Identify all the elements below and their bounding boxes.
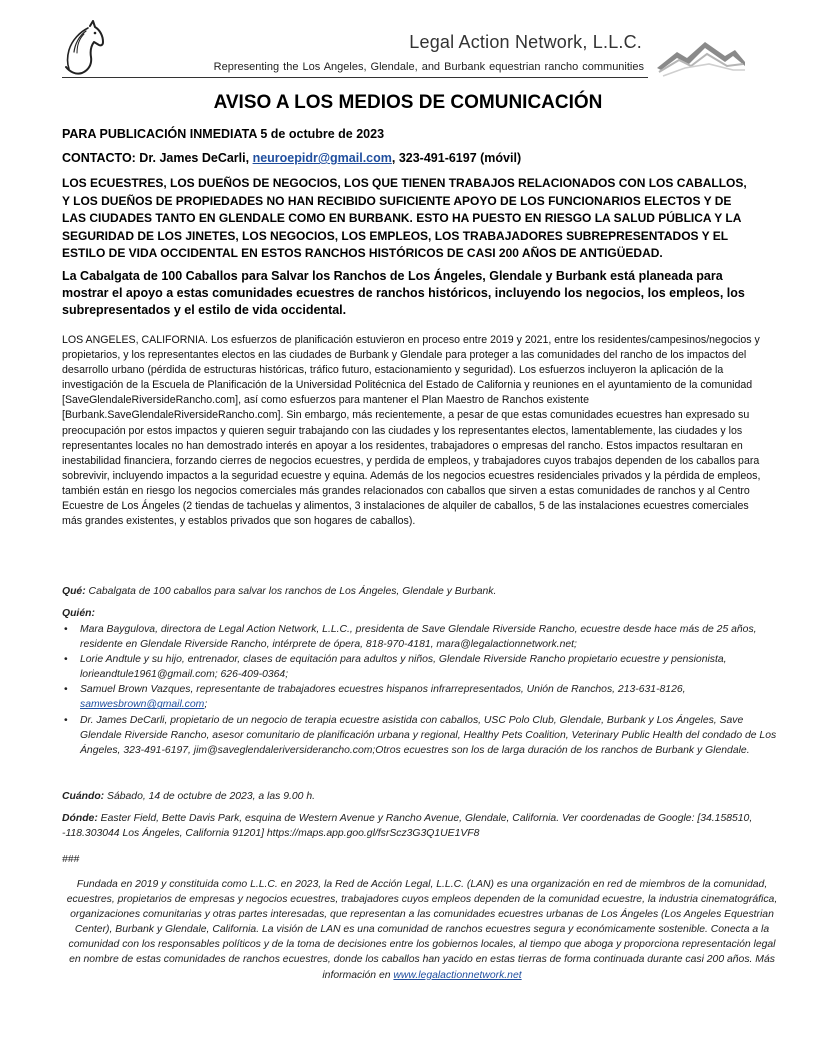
who-label-line <box>62 606 782 621</box>
about-text: Fundada en 2019 y constituida como L.L.C. en 2023, la Red de Acción Legal, L.L.C. (LAN) es una organización en red de miembros de la comunidad, ecuestres, propietarios de empresas y negocios ecuestres, trabajadores cuyos empleos dependen de la comunidad ecuestre, la industria cinematográfica, organizaciones comunitarias y otras partes interesadas, que representan a las comunidades ecuestres urbanas de Los Ángeles (Los Angeles Equestrian Center), Burbank y Glendale, California. La visión de LAN es una comunidad de ranchos ecuestres segura y económicamente sostenible. Conecta a la comunidad con los responsables políticos y de la toma de decisiones entre los gobiernos locales, al tiempo que aboga y proporciona representación legal en nombre de estas comunidades de ranchos ecuestres, donde los caballos han yacido en estas tierras de forma continuada durante casi 200 años. Más información en <box>66 879 778 981</box>
header-divider <box>62 77 648 78</box>
person-text: Lorie Andtule y su hijo, entrenador, clases de equitación para adultos y niños, Glendale Riverside Rancho propietario ecuestre y pensionista, lorieandtule1961@gmail.com; 626-409-0364; <box>80 654 727 681</box>
list-item <box>62 652 784 682</box>
when-text: Sábado, 14 de octubre de 2023, a las 9.00 h. <box>104 791 316 802</box>
when-line <box>62 789 782 804</box>
document-title: AVISO A LOS MEDIOS DE COMUNICACIÓN <box>213 92 603 113</box>
person-text: Dr. James DeCarli, propietario de un negocio de terapia ecuestre asistida con caballos, USC Polo Club, Glendale, Burbank y Los Ángeles, Save Glendale Riverside Rancho, asesor comunitario de planificación urbana y regional, Healthy Pets Coalition, Veterinary Public Health del condado de Los Ángeles, 323-491-6197, jim@saveglendaleriversiderancho.com;Otros ecuestres son los de larga duración de los ranchos de Burbank y Glendale. <box>80 714 777 756</box>
headline: LOS ECUESTRES, LOS DUEÑOS DE NEGOCIOS, LOS QUE TIENEN TRABAJOS RELACIONADOS CON LOS CABALLOS, Y LOS DUEÑOS DE PROPIEDADES NO HAN RECIBIDO SUFICIENTE APOYO DE LOS FUNCIONARIOS ELECTOS Y DE LAS CIUDADES TANTO EN GLENDALE COMO EN BURBANK. ESTO HA PUESTO EN RIESGO LA SALUD PÚBLICA Y LA SEGURIDAD DE LOS JINETES, LOS NEGOCIOS, LOS EMPLEOS, LOS TRABAJADORES SUBREPRESENTADOS Y EL ESTILO DE VIDA OCCIDENTAL EN ESTOS RANCHOS HISTÓRICOS DE CASI 200 AÑOS DE ANTIGÜEDAD. <box>62 176 747 260</box>
person-text: Mara Baygulova, directora de Legal Action Network, L.L.C., presidenta de Save Glendale Riverside Rancho, ecuestre desde hace más de 25 años, residente en Glendale Riverside Rancho, intérprete de ópera, 818-970-4181, mara@legalactionnetwork.net; <box>80 624 757 651</box>
horse-head-logo-icon <box>60 20 106 76</box>
where-line <box>62 811 782 841</box>
subheadline: La Cabalgata de 100 Caballos para Salvar los Ranchos de Los Ángeles, Glendale y Burbank está planeada para mostrar el apoyo a estas comunidades ecuestres de ranchos históricos, incluyendo los negocios, los empleos, los subrepresentados y el estilo de vida occidental. <box>62 269 745 317</box>
what-text: Cabalgata de 100 caballos para salvar los ranchos de Los Ángeles, Glendale y Burbank. <box>85 586 497 597</box>
body-paragraph: LOS ANGELES, CALIFORNIA. Los esfuerzos de planificación estuvieron en proceso entre 2019 y 2021, entre los residentes/campesinos/negocios y propietarios, y los representantes electos en las ciudades de Burbank y Glendale para proteger a las comunidades del rancho de los impactos del desarrollo urbano (pérdida de estructuras históricas, tráfico futuro, estacionamiento y seguridad). Los esfuerzos incluyeron la aplicación de la investigación de la Escuela de Planificación de la Universidad Politécnica del Estado de California y reuniones en el ayuntamiento de la comunidad [SaveGlendaleRiversideRancho.com], así como esfuerzos para mantener el Plan Maestro de Ranchos existente [Burbank.SaveGlendaleRiversideRancho.com]. Sin embargo, más recientemente, a pesar de que estas comunidades ecuestres han expresado su preocupación por estos impactos y quieren seguir trabajando con las ciudades y los representantes electos, lamentablemente, las ciudades y los representantes locales no han demostrado interés en apoyar a los residentes, trabajadores o empresas del rancho. Estos impactos resultaran en inestabilidad financiera, forzando cierres de negocios ecuestres, y perdida de empleos, y trabajadores cuyos trabajos dependen de los caballos para sobrevivir, incluyendo impactos a la seguridad ecuestre y equina. Además de los negocios ecuestres residenciales privados y la pérdida de empleos, también están en riesgo los negocios comerciales más grandes relacionados con caballos que sirven a estas comunidades de ranchos y al Centro Ecuestre de Los Ángeles (2 tiendas de tachuelas y alimentos, 3 instalaciones de alquiler de caballos, 5 de las instalaciones ecuestres comerciales más grandes existentes, y establos privados que son hogares de caballos). <box>62 334 761 528</box>
what-label: Qué: <box>62 586 86 597</box>
contact-email-link[interactable]: neuroepidr@gmail.com <box>252 151 392 165</box>
release-line: PARA PUBLICACIÓN INMEDIATA 5 de octubre de 2023 <box>62 127 385 141</box>
person-text: Samuel Brown Vazques, representante de trabajadores ecuestres hispanos infrarrepresentados, Unión de Ranchos, 213-631-8126, <box>80 684 686 696</box>
contact-suffix: , 323-491-6197 (móvil) <box>391 151 522 165</box>
list-item <box>62 622 784 652</box>
where-label: Dónde: <box>62 813 98 824</box>
person-text-after: ; <box>204 699 208 711</box>
when-label: Cuándo: <box>62 791 105 802</box>
contact-line <box>62 151 754 165</box>
who-list <box>62 622 784 758</box>
org-tagline: Representing the Los Angeles, Glendale, and Burbank equestrian rancho communities <box>213 61 644 73</box>
about-paragraph <box>62 877 782 983</box>
mountains-logo-icon <box>655 38 747 78</box>
contact-prefix: CONTACTO: Dr. James DeCarli, <box>62 151 253 165</box>
who-label: Quién: <box>62 608 95 619</box>
person-email-link[interactable]: samwesbrown@gmail.com <box>80 699 205 711</box>
end-mark: ### <box>62 854 80 865</box>
website-link[interactable]: www.legalactionnetwork.net <box>393 969 522 981</box>
list-item <box>62 682 784 712</box>
org-name: Legal Action Network, L.L.C. <box>409 32 642 52</box>
where-text: Easter Field, Bette Davis Park, esquina de Western Avenue y Rancho Avenue, Glendale, California. Ver coordenadas de Google: [34.158510, -118.303044 Los Ángeles, California 91201] https://maps.app.goo.gl/fsrScz3G3Q1UE1VF8 <box>62 813 753 840</box>
what-line <box>62 584 782 599</box>
list-item <box>62 713 784 758</box>
